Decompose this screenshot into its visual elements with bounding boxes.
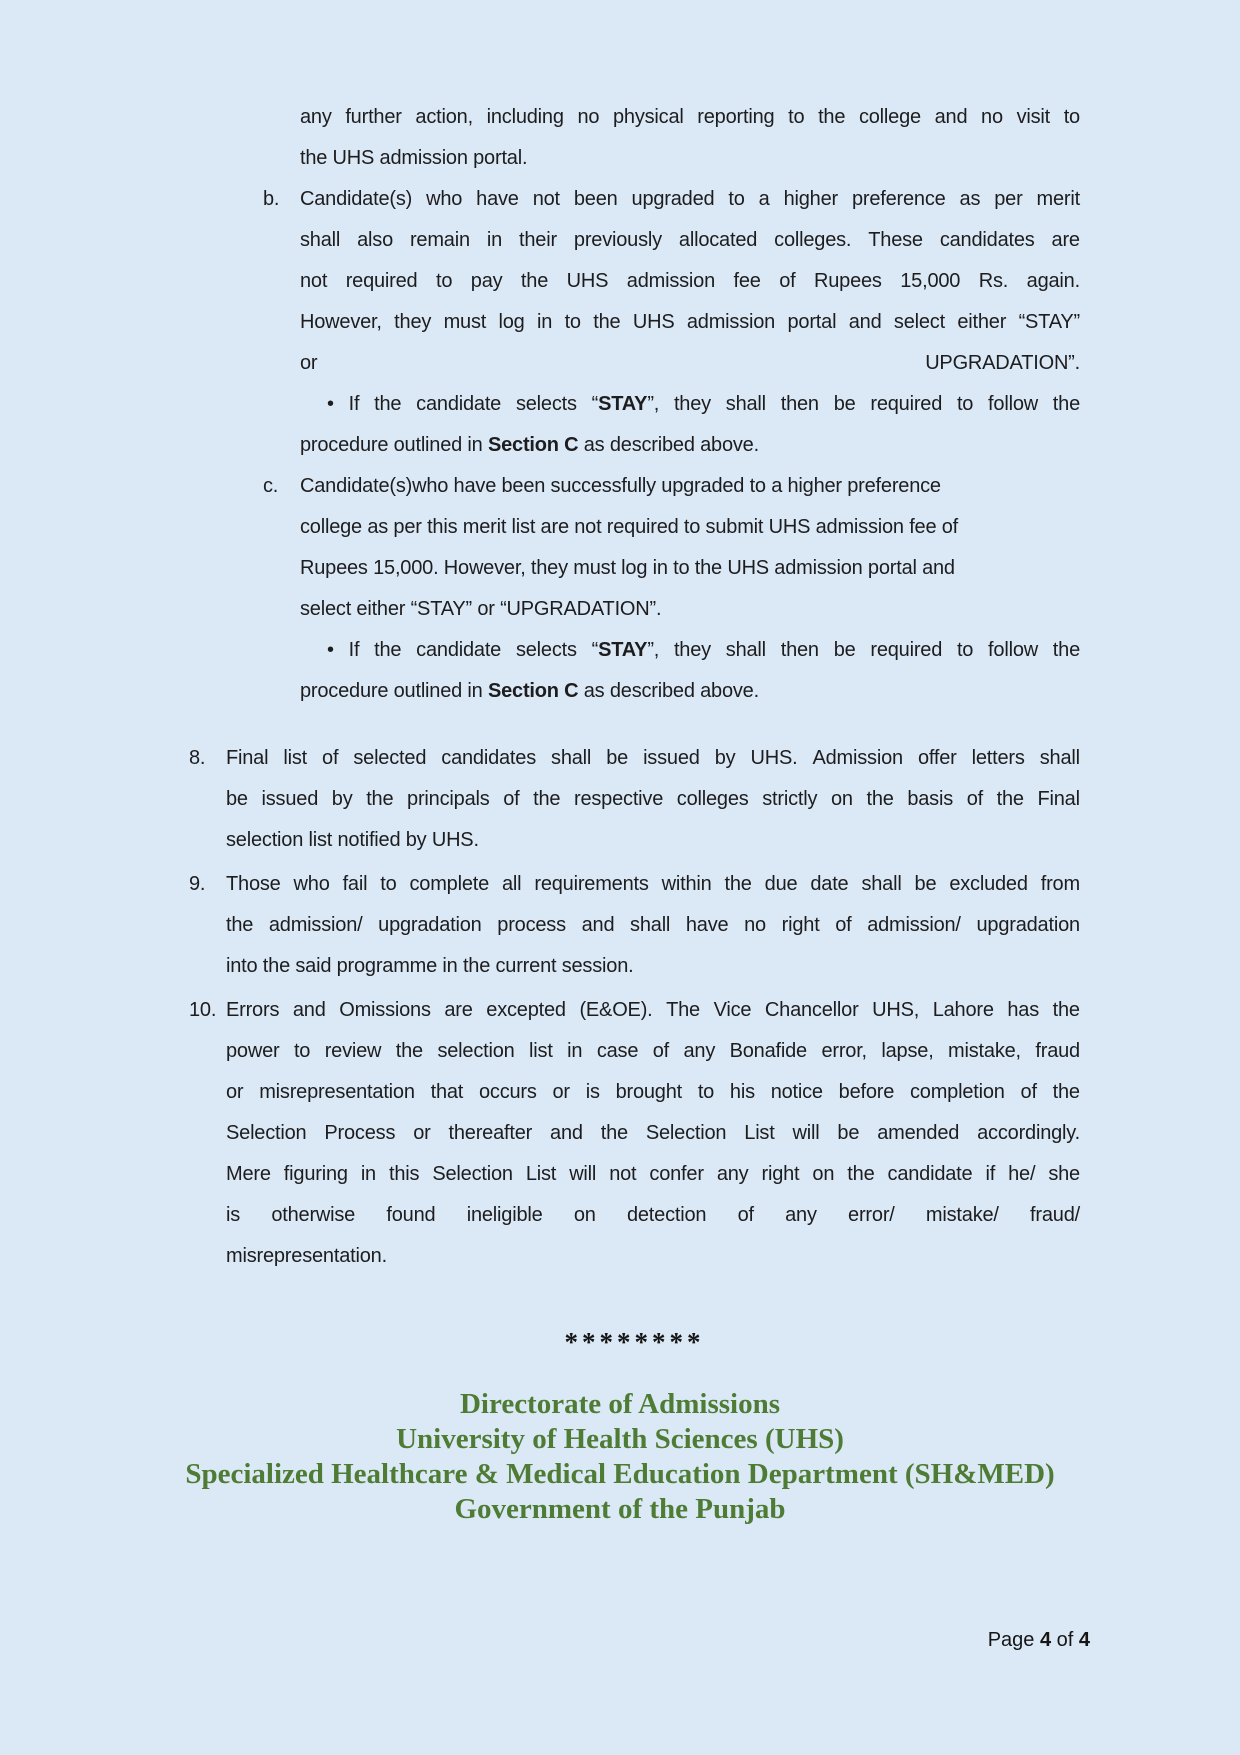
text-line: procedure outlined in Section C as described above. [300,680,759,702]
text-line: Rupees 15,000. However, they must log in to the UHS admission portal and [300,557,955,579]
text-line: Final list of selected candidates shall be issued by UHS. Admission offer letters shall [226,747,1080,769]
text-line: select either “STAY” or “UPGRADATION”. [300,598,662,620]
list-marker-8: 8. [189,747,206,769]
list-item-9 [189,864,1080,987]
text-line: power to review the selection list in case of any Bonafide error, lapse, mistake, fraud [226,1040,1080,1062]
list-item-b-text [300,179,1080,384]
bullet-note-1 [300,384,1080,466]
list-marker-10: 10. [189,999,217,1021]
text-line: the UHS admission portal. [300,147,528,169]
list-marker-9: 9. [189,873,206,895]
text-line: • If the candidate selects “STAY”, they shall then be required to follow the [327,639,1080,661]
signature-line-directorate: Directorate of Admissions [459,1388,781,1420]
text-line: • If the candidate selects “STAY”, they shall then be required to follow the [327,393,1080,415]
text-line: is otherwise found ineligible on detection of any error/ mistake/ fraud/ [226,1204,1080,1226]
text-line: the admission/ upgradation process and shall have no right of admission/ upgradation [226,914,1080,936]
signature-line-department: Specialized Healthcare & Medical Education Department (SH&MED) [185,1458,1055,1490]
text-line: Candidate(s) who have not been upgraded to a higher preference as per merit [300,188,1080,210]
list-item-8 [189,738,1080,861]
text-line: selection list notified by UHS. [226,829,479,851]
list-item-10-text [226,990,1080,1277]
signature-block [0,1387,1240,1527]
list-item-c-text [300,466,1080,630]
text-line: college as per this merit list are not required to submit UHS admission fee of [300,516,959,538]
text-line: not required to pay the UHS admission fee of Rupees 15,000 Rs. again. [300,270,1080,292]
list-marker-c: c. [263,475,279,497]
text-line: However, they must log in to the UHS admission portal and select either “STAY” [300,311,1080,333]
list-marker-b: b. [263,188,280,210]
text-line: misrepresentation. [226,1245,387,1267]
list-item-9-text [226,864,1080,987]
text-line: into the said programme in the current session. [226,955,634,977]
text-line: or misrepresentation that occurs or is brought to his notice before completion of the [226,1081,1080,1103]
text-line: shall also remain in their previously allocated colleges. These candidates are [300,229,1080,251]
text-line: or UPGRADATION”. [300,352,1080,374]
text-line: be issued by the principals of the respective colleges strictly on the basis of the Final [226,788,1080,810]
text-line: any further action, including no physical reporting to the college and no visit to [300,106,1080,128]
text-line: Mere figuring in this Selection List will not confer any right on the candidate if he/ she [226,1163,1080,1185]
signature-line-university: University of Health Sciences (UHS) [396,1423,844,1455]
bullet-note-2 [300,630,1080,712]
separator-asterisks: ******** [564,1327,705,1357]
paragraph-a-continuation [300,97,1080,179]
list-item-b [263,179,1080,384]
page-number: Page 4 of 4 [987,1629,1090,1651]
document-body [0,97,1240,1277]
text-line: Those who fail to complete all requirements within the due date shall be excluded from [226,873,1080,895]
text-line: Selection Process or thereafter and the Selection List will be amended accordingly. [226,1122,1080,1144]
text-line: procedure outlined in Section C as described above. [300,434,759,456]
list-item-8-text [226,738,1080,861]
text-line: Candidate(s)who have been successfully upgraded to a higher preference [300,475,941,497]
list-item-10 [189,990,1080,1277]
text-line: Errors and Omissions are excepted (E&OE). The Vice Chancellor UHS, Lahore has the [226,999,1080,1021]
list-item-c [263,466,1080,630]
signature-line-government: Government of the Punjab [454,1493,786,1525]
